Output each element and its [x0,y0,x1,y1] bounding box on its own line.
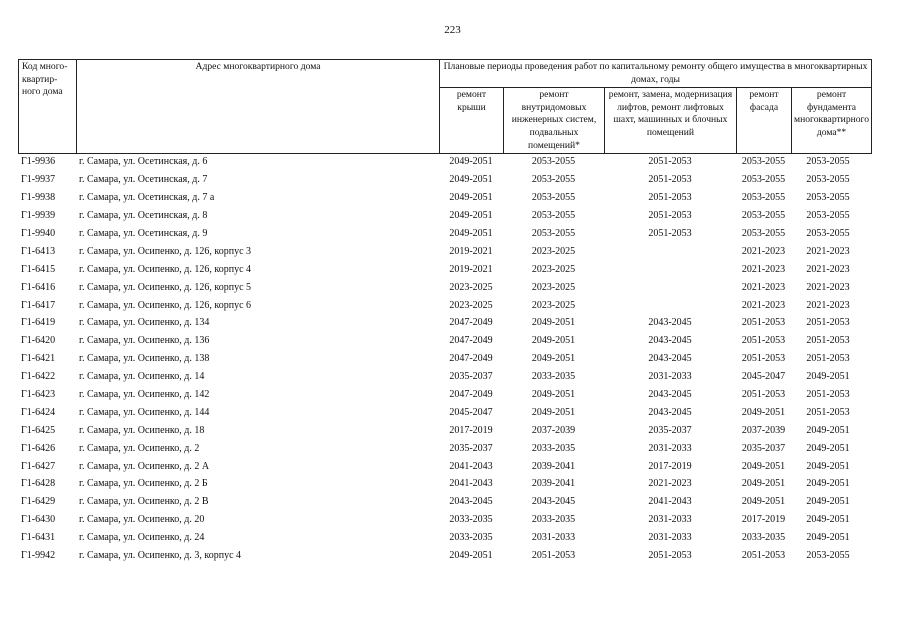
page-number: 223 [444,24,461,36]
cell-address: г. Самара, ул. Осипенко, д. 3, корпус 4 [79,550,242,562]
cell-address: г. Самара, ул. Осипенко, д. 2 В [79,496,209,508]
cell-code: Г1-9940 [21,228,56,239]
cell-lifts: 2043-2045 [648,353,692,365]
cell-code: Г1-6417 [21,299,56,311]
cell-systems: 2023-2025 [531,299,576,311]
cell-foundation: 2053-2055 [806,228,850,239]
table-header [18,59,872,154]
cell-code: Г1-6427 [21,460,56,472]
cell-lifts: 2021-2023 [648,478,692,490]
table-row [18,493,865,511]
cell-systems: 2043-2045 [531,496,576,508]
cell-address: г. Самара, ул. Осипенко, д. 126, корпус 6 [79,299,252,311]
cell-code: Г1-6421 [21,353,56,365]
header-code: Код много- квартир- ного дома [19,60,77,154]
table-row [18,350,865,368]
cell-code: Г1-6429 [21,496,56,508]
cell-lifts: 2035-2037 [648,424,692,436]
cell-address: г. Самара, ул. Осипенко, д. 126, корпус 3 [79,245,252,257]
cell-lifts: 2017-2019 [648,460,692,472]
cell-lifts: 2031-2033 [648,371,692,383]
cell-systems: 2049-2051 [531,353,576,365]
cell-code: Г1-6422 [21,371,56,383]
cell-lifts: 2043-2045 [648,317,692,329]
cell-roof: 2049-2051 [449,228,493,239]
cell-address: г. Самара, ул. Осипенко, д. 14 [79,371,205,383]
cell-systems: 2053-2055 [531,228,576,239]
cell-foundation: 2049-2051 [806,514,850,526]
table-row [18,457,865,475]
cell-code: Г1-6423 [21,389,56,401]
cell-facade: 2017-2019 [741,514,786,526]
table-row [18,242,865,260]
cell-address: г. Самара, ул. Осетинская, д. 7 а [79,192,215,204]
cell-roof: 2049-2051 [449,192,493,204]
cell-systems: 2033-2035 [531,514,576,526]
cell-roof: 2023-2025 [449,281,493,293]
cell-foundation: 2021-2023 [806,263,850,275]
cell-systems: 2033-2035 [531,371,576,383]
table-row [18,439,865,457]
cell-roof: 2023-2025 [449,299,493,311]
cell-facade: 2049-2051 [741,496,786,508]
cell-facade: 2051-2053 [741,389,786,401]
cell-foundation: 2051-2053 [806,335,850,347]
cell-roof: 2047-2049 [449,335,493,347]
header-foundation: ремонт фундамента многоквартирного дома** [792,88,872,154]
cell-facade: 2035-2037 [741,442,786,454]
cell-foundation: 2053-2055 [806,174,850,186]
cell-facade: 2033-2035 [741,532,786,544]
cell-facade: 2037-2039 [741,424,786,436]
cell-facade: 2045-2047 [741,371,786,383]
cell-lifts: 2031-2033 [648,442,692,454]
cell-address: г. Самара, ул. Осипенко, д. 24 [79,532,205,544]
table-row [18,225,865,243]
cell-lifts: 2051-2053 [648,210,692,222]
table-row [18,296,865,314]
cell-foundation: 2053-2055 [806,550,850,562]
table-row [18,529,865,547]
cell-facade: 2053-2055 [741,174,786,186]
table-row [18,189,865,207]
cell-systems: 2037-2039 [531,424,576,436]
cell-address: г. Самара, ул. Осипенко, д. 126, корпус 4 [79,263,252,275]
cell-foundation: 2049-2051 [806,478,850,490]
cell-lifts: 2043-2045 [648,389,692,401]
cell-roof: 2033-2035 [449,532,493,544]
cell-address: г. Самара, ул. Осипенко, д. 142 [79,389,210,401]
cell-systems: 2039-2041 [531,478,576,490]
cell-facade: 2051-2053 [741,353,786,365]
cell-foundation: 2049-2051 [806,442,850,454]
cell-address: г. Самара, ул. Осипенко, д. 136 [79,335,210,347]
header-roof: ремонт крыши [440,88,504,154]
cell-foundation: 2053-2055 [806,210,850,222]
table-row [18,153,865,171]
cell-facade: 2053-2055 [741,210,786,222]
cell-address: г. Самара, ул. Осетинская, д. 7 [79,174,208,186]
table-row [18,171,865,189]
cell-code: Г1-9942 [21,550,56,562]
cell-roof: 2035-2037 [449,442,493,454]
cell-systems: 2033-2035 [531,442,576,454]
cell-address: г. Самара, ул. Осетинская, д. 6 [79,156,208,168]
cell-systems: 2049-2051 [531,406,576,418]
cell-lifts: 2051-2053 [648,550,692,562]
cell-code: Г1-6425 [21,424,56,436]
cell-systems: 2031-2033 [531,532,576,544]
cell-address: г. Самара, ул. Осипенко, д. 126, корпус 5 [79,281,252,293]
table-row [18,421,865,439]
cell-address: г. Самара, ул. Осипенко, д. 2 Б [79,478,208,490]
cell-facade: 2021-2023 [741,263,786,275]
cell-systems: 2053-2055 [531,156,576,168]
cell-facade: 2051-2053 [741,335,786,347]
header-lifts: ремонт, замена, модернизация лифтов, ремонт лифтовых шахт, машинных и блочных помещений [605,88,737,154]
cell-lifts: 2031-2033 [648,514,692,526]
cell-code: Г1-6430 [21,514,56,526]
table-row [18,314,865,332]
cell-lifts: 2043-2045 [648,406,692,418]
table-row [18,207,865,225]
table-row [18,403,865,421]
cell-foundation: 2051-2053 [806,317,850,329]
cell-address: г. Самара, ул. Осипенко, д. 2 А [79,460,210,472]
cell-systems: 2053-2055 [531,174,576,186]
cell-systems: 2051-2053 [531,550,576,562]
header-facade: ремонт фасада [737,88,792,154]
cell-systems: 2023-2025 [531,245,576,257]
cell-foundation: 2021-2023 [806,245,850,257]
cell-roof: 2047-2049 [449,317,493,329]
cell-lifts: 2041-2043 [648,496,692,508]
cell-address: г. Самара, ул. Осипенко, д. 20 [79,514,205,526]
cell-code: Г1-6426 [21,442,56,454]
header-systems: ремонт внутридомовых инженерных систем, подвальных помещений* [504,88,605,154]
cell-address: г. Самара, ул. Осетинская, д. 8 [79,210,208,222]
header-periods: Плановые периоды проведения работ по капитальному ремонту общего имущества в многоквартирных домах, годы [440,60,872,88]
cell-foundation: 2053-2055 [806,192,850,204]
cell-foundation: 2049-2051 [806,424,850,436]
cell-code: Г1-6415 [21,263,56,275]
cell-systems: 2053-2055 [531,192,576,204]
cell-roof: 2049-2051 [449,550,493,562]
cell-facade: 2049-2051 [741,478,786,490]
cell-foundation: 2049-2051 [806,532,850,544]
cell-address: г. Самара, ул. Осипенко, д. 2 [79,442,200,454]
cell-foundation: 2049-2051 [806,460,850,472]
cell-roof: 2049-2051 [449,174,493,186]
cell-roof: 2017-2019 [449,424,493,436]
table-row [18,332,865,350]
table-row [18,368,865,386]
cell-lifts: 2051-2053 [648,174,692,186]
cell-lifts: 2051-2053 [648,192,692,204]
cell-address: г. Самара, ул. Осипенко, д. 138 [79,353,210,365]
cell-foundation: 2021-2023 [806,281,850,293]
cell-foundation: 2051-2053 [806,406,850,418]
cell-code: Г1-6419 [21,317,56,329]
cell-foundation: 2051-2053 [806,353,850,365]
cell-roof: 2047-2049 [449,353,493,365]
cell-systems: 2023-2025 [531,281,576,293]
cell-lifts [604,278,736,296]
cell-roof: 2041-2043 [449,460,493,472]
cell-systems: 2053-2055 [531,210,576,222]
cell-foundation: 2049-2051 [806,496,850,508]
cell-roof: 2033-2035 [449,514,493,526]
cell-lifts: 2043-2045 [648,335,692,347]
cell-lifts: 2051-2053 [648,156,692,168]
cell-foundation: 2049-2051 [806,371,850,383]
cell-systems: 2049-2051 [531,317,576,329]
cell-facade: 2021-2023 [741,245,786,257]
table-row [18,547,865,565]
cell-facade: 2051-2053 [741,317,786,329]
cell-code: Г1-6431 [21,532,56,544]
table-row [18,278,865,296]
cell-address: г. Самара, ул. Осипенко, д. 18 [79,424,205,436]
table-row [18,386,865,404]
cell-lifts: 2051-2053 [648,228,692,239]
cell-foundation: 2021-2023 [806,299,850,311]
cell-roof: 2041-2043 [449,478,493,490]
header-address: Адрес многоквартирного дома [77,60,440,154]
cell-foundation: 2053-2055 [806,156,850,168]
cell-facade: 2053-2055 [741,228,786,239]
cell-code: Г1-6413 [21,245,56,257]
cell-facade: 2049-2051 [741,460,786,472]
cell-address: г. Самара, ул. Осипенко, д. 144 [79,406,210,418]
cell-code: Г1-6424 [21,406,56,418]
cell-code: Г1-9938 [21,192,56,204]
table-row [18,475,865,493]
cell-roof: 2019-2021 [449,245,493,257]
cell-roof: 2045-2047 [449,406,493,418]
cell-facade: 2053-2055 [741,192,786,204]
cell-foundation: 2051-2053 [806,389,850,401]
cell-roof: 2019-2021 [449,263,493,275]
cell-code: Г1-6416 [21,281,56,293]
cell-roof: 2047-2049 [449,389,493,401]
cell-facade: 2021-2023 [741,281,786,293]
cell-facade: 2021-2023 [741,299,786,311]
cell-lifts: 2031-2033 [648,532,692,544]
cell-address: г. Самара, ул. Осипенко, д. 134 [79,317,210,329]
cell-facade: 2049-2051 [741,406,786,418]
table-row [18,511,865,529]
cell-code: Г1-6420 [21,335,56,347]
cell-lifts [604,296,736,314]
cell-roof: 2043-2045 [449,496,493,508]
cell-code: Г1-9936 [21,156,56,168]
cell-code: Г1-9939 [21,210,56,222]
cell-roof: 2049-2051 [449,210,493,222]
cell-systems: 2023-2025 [531,263,576,275]
cell-lifts [604,260,736,278]
cell-code: Г1-9937 [21,174,56,186]
table-row [18,260,865,278]
repair-schedule-table [18,153,865,564]
cell-roof: 2049-2051 [449,156,493,168]
cell-systems: 2039-2041 [531,460,576,472]
cell-systems: 2049-2051 [531,389,576,401]
cell-facade: 2051-2053 [741,550,786,562]
cell-systems: 2049-2051 [531,335,576,347]
table-body [18,153,865,564]
cell-facade: 2053-2055 [741,156,786,168]
cell-address: г. Самара, ул. Осетинская, д. 9 [79,228,208,239]
cell-code: Г1-6428 [21,478,56,490]
cell-roof: 2035-2037 [449,371,493,383]
cell-lifts [604,242,736,260]
